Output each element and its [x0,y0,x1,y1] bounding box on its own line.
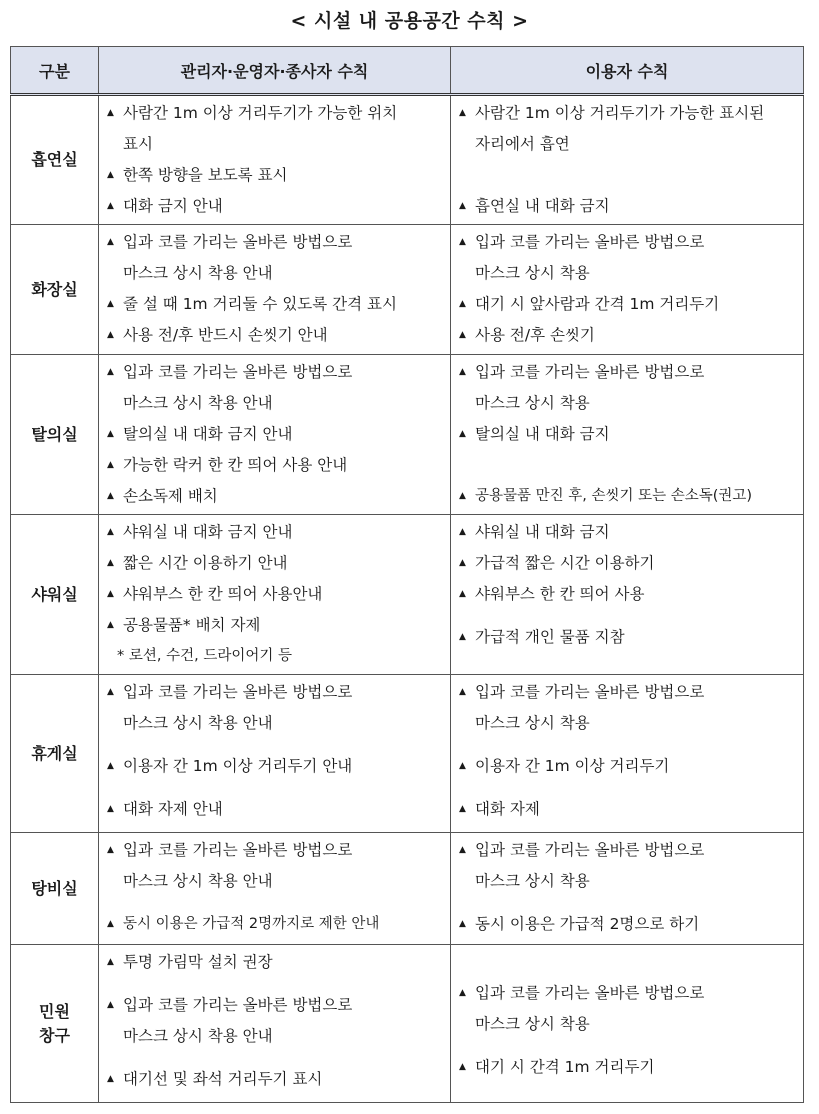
rule-item-continuation: 마스크 상시 착용 [475,1015,590,1033]
rule-item: ▲ 이용자 간 1m 이상 거리두기 안내 [105,751,446,782]
rule-item: ▲ 투명 가림막 설치 권장 [105,947,446,978]
user-rules [451,225,804,355]
category-cell: 휴게실 [11,675,99,833]
manager-rules [99,95,451,225]
rule-item: ▲ 사용 전/후 손씻기 [457,320,799,351]
table-row [11,945,804,1103]
rule-item: ▲ 짧은 시간 이용하기 안내 [105,548,446,579]
rule-item: ▲ 공용물품 만진 후, 손씻기 또는 손소독(권고) [457,481,799,512]
category-cell: 탈의실 [11,355,99,515]
rule-footnote: * 로션, 수건, 드라이어기 등 [117,648,292,664]
rule-item: ▲ 샤워부스 한 칸 띄어 사용 [457,579,799,610]
page-title: < 시설 내 공용공간 수칙 > [290,10,529,32]
rule-item: ▲ 입과 코를 가리는 올바른 방법으로 [105,835,446,866]
table-row [11,355,804,515]
manager-rules [99,515,451,675]
rule-item-continuation: 마스크 상시 착용 안내 [123,872,273,890]
rule-item: ▲ 대기 시 간격 1m 거리두기 [457,1052,799,1083]
rule-item-continuation: 마스크 상시 착용 안내 [123,264,273,282]
rule-item: ▲ 이용자 간 1m 이상 거리두기 [457,751,799,782]
rule-item: ▲ 사람간 1m 이상 거리두기가 가능한 표시된 [457,98,799,129]
table-row [11,225,804,355]
user-rules [451,833,804,945]
rule-item-continuation: 마스크 상시 착용 [475,872,590,890]
category-cell: 화장실 [11,225,99,355]
user-rules [451,95,804,225]
rule-item: ▲ 입과 코를 가리는 올바른 방법으로 [457,978,799,1009]
rule-item: ▲ 사람간 1m 이상 거리두기가 가능한 위치 [105,98,446,129]
header-manager: 관리자·운영자·종사자 수칙 [99,47,451,95]
rule-item: ▲ 가급적 짧은 시간 이용하기 [457,548,799,579]
rules-table [10,46,804,1103]
rule-item-continuation: 마스크 상시 착용 [475,714,590,732]
rule-item: ▲ 대기선 및 좌석 거리두기 표시 [105,1064,446,1095]
rule-item: ▲ 가급적 개인 물품 지참 [457,622,799,653]
rule-item: ▲ 입과 코를 가리는 올바른 방법으로 [105,677,446,708]
rule-item: ▲ 줄 설 때 1m 거리둘 수 있도록 간격 표시 [105,289,446,320]
manager-rules [99,675,451,833]
category-cell: 흡연실 [11,95,99,225]
rule-item: ▲ 샤워부스 한 칸 띄어 사용안내 [105,579,446,610]
rule-item: ▲ 입과 코를 가리는 올바른 방법으로 [457,357,799,388]
table-row [11,675,804,833]
category-cell: 탕비실 [11,833,99,945]
table-row [11,515,804,675]
header-user: 이용자 수칙 [451,47,804,95]
rule-item: ▲ 입과 코를 가리는 올바른 방법으로 [105,227,446,258]
rule-item: ▲ 가능한 락커 한 칸 띄어 사용 안내 [105,450,446,481]
manager-rules [99,833,451,945]
manager-rules [99,225,451,355]
rule-item-continuation: 마스크 상시 착용 안내 [123,1027,273,1045]
rule-item: ▲ 샤워실 내 대화 금지 안내 [105,517,446,548]
rule-item: ▲ 입과 코를 가리는 올바른 방법으로 [105,990,446,1021]
rule-item: ▲ 사용 전/후 반드시 손씻기 안내 [105,320,446,351]
rule-item: ▲ 대화 자제 [457,794,799,825]
rule-item-continuation: 표시 [123,135,153,153]
user-rules [451,515,804,675]
rule-item-continuation: 마스크 상시 착용 안내 [123,714,273,732]
rule-item: ▲ 동시 이용은 가급적 2명으로 하기 [457,909,799,940]
manager-rules [99,945,451,1103]
rule-item: ▲ 탈의실 내 대화 금지 [457,419,799,450]
table-row [11,833,804,945]
rule-item-continuation: 자리에서 흡연 [475,135,570,153]
rule-item: ▲ 손소독제 배치 [105,481,446,512]
rule-item: ▲ 흡연실 내 대화 금지 [457,191,799,222]
manager-rules [99,355,451,515]
rule-item: ▲ 샤워실 내 대화 금지 [457,517,799,548]
category-cell [11,945,99,1103]
rule-item: ▲ 입과 코를 가리는 올바른 방법으로 [457,677,799,708]
rule-item: ▲ 대화 금지 안내 [105,191,446,222]
rule-item: ▲ 입과 코를 가리는 올바른 방법으로 [457,227,799,258]
rule-item: ▲ 대기 시 앞사람과 간격 1m 거리두기 [457,289,799,320]
rule-item: ▲ 탈의실 내 대화 금지 안내 [105,419,446,450]
rule-item: ▲ 한쪽 방향을 보도록 표시 [105,160,446,191]
user-rules [451,355,804,515]
rule-item-continuation: 마스크 상시 착용 [475,264,590,282]
rule-item: ▲ 동시 이용은 가급적 2명까지로 제한 안내 [105,909,446,940]
category-line: 창구 [39,1025,70,1045]
category-cell: 샤워실 [11,515,99,675]
rule-item-continuation: 마스크 상시 착용 안내 [123,394,273,412]
user-rules [451,675,804,833]
rule-item-continuation: 마스크 상시 착용 [475,394,590,412]
rule-item: ▲ 대화 자제 안내 [105,794,446,825]
table-row [11,95,804,225]
user-rules [451,945,804,1103]
header-row [11,47,804,95]
rule-item: ▲ 입과 코를 가리는 올바른 방법으로 [457,835,799,866]
category-line: 민원 [39,1001,70,1021]
rule-item: ▲ 입과 코를 가리는 올바른 방법으로 [105,357,446,388]
rule-item: ▲ 공용물품* 배치 자제 [105,610,446,641]
header-category: 구분 [11,47,99,95]
